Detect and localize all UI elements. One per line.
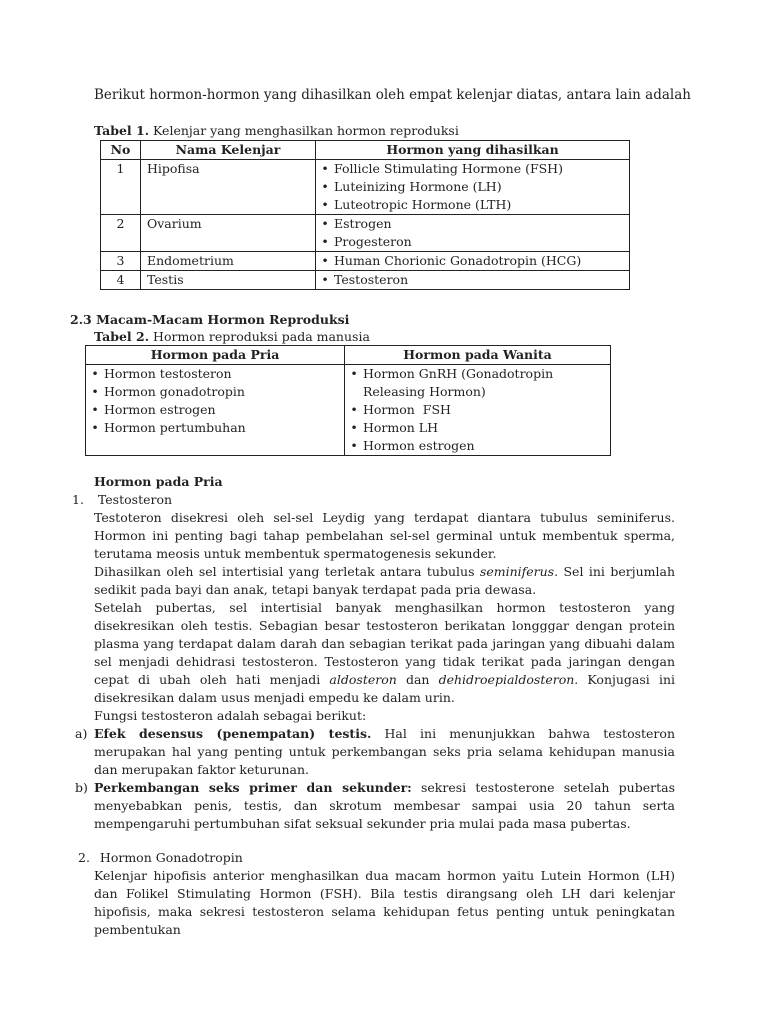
bullet-icon: • xyxy=(91,366,99,381)
table1-header-row xyxy=(101,141,630,160)
table1-cell-gland: Hipofisa xyxy=(141,160,316,215)
function-b-text xyxy=(94,779,675,833)
hormone-name: Hormon gonadotropin xyxy=(104,384,245,399)
list-item xyxy=(345,419,604,437)
list-item xyxy=(86,365,338,383)
list-item xyxy=(316,215,623,233)
section-title: Macam-Macam Hormon Reproduksi xyxy=(96,312,350,327)
list-item xyxy=(316,160,623,178)
hormone-name: Hormon FSH xyxy=(363,402,451,417)
item2-body: Kelenjar hipofisis anterior menghasilkan dua macam hormon yaitu Lutein Hormon (LH) dan Folikel Stimulating Hormon (FSH). Bila testis dirangsang oleh LH dari kelenjar hipofisis, maka sekresi testosteron selama kehidupan fetus penting untuk peningkatan pembentukan xyxy=(94,868,675,937)
text-bold: Perkembangan seks primer dan sekunder: xyxy=(94,780,412,795)
bullet-icon: • xyxy=(91,420,99,435)
hormone-name: Estrogen xyxy=(334,216,392,231)
hormone-name: Human Chorionic Gonadotropin (HCG) xyxy=(334,253,582,268)
table-row xyxy=(101,271,630,290)
hormone-name: Releasing Hormon) xyxy=(363,384,486,399)
text-italic: dehidroepialdosteron. xyxy=(438,672,579,687)
list-item xyxy=(86,419,338,437)
hormone-name: Hormon LH xyxy=(363,420,439,435)
section-heading xyxy=(70,311,349,329)
table-row xyxy=(86,365,611,456)
bullet-icon: • xyxy=(350,420,358,435)
table1-cell-gland: Ovarium xyxy=(141,215,316,252)
hormone-name: Testosteron xyxy=(334,272,409,287)
list-item xyxy=(316,233,623,251)
intro-text: Berikut hormon-hormon yang dihasilkan oleh empat kelenjar diatas, antara lain adalah xyxy=(94,87,691,103)
text-span: . Sel ini berjumlah sedikit pada bayi dan anak, tetapi banyak terdapat pada pria dewasa. xyxy=(94,564,675,597)
bullet-icon: • xyxy=(350,402,358,417)
table1-cell-no: 4 xyxy=(101,271,141,290)
hormone-name: Luteinizing Hormone (LH) xyxy=(334,179,502,194)
hormone-name: Hormon pertumbuhan xyxy=(104,420,246,435)
bullet-icon: • xyxy=(321,161,329,176)
table1-cell-hormones xyxy=(316,252,630,271)
section-number: 2.3 xyxy=(70,312,92,327)
function-a-text xyxy=(94,725,675,779)
list-item xyxy=(316,178,623,196)
table1-header-hormones: Hormon yang dihasilkan xyxy=(316,141,630,160)
hormone-name: Luteotropic Hormone (LTH) xyxy=(334,197,512,212)
bullet-icon: • xyxy=(350,438,358,453)
paragraph: Testoteron disekresi oleh sel-sel Leydig yang terdapat diantara tubulus seminiferus. Hormon ini penting bagi tahap pembelahan sel-sel germinal untuk membentuk sperma, terutama meosis untuk membentuk spermatogenesis sekunder. xyxy=(94,510,675,561)
table2-cell-pria xyxy=(86,365,345,456)
item1-title: Testosteron xyxy=(97,492,173,507)
table2-header-wanita: Hormon pada Wanita xyxy=(345,346,611,365)
bullet-icon: • xyxy=(321,216,329,231)
function-a-label: a) xyxy=(75,726,88,741)
table1-cell-hormones xyxy=(316,215,630,252)
bullet-icon: • xyxy=(91,384,99,399)
bullet-icon: • xyxy=(321,272,329,287)
hormone-name: Progesteron xyxy=(334,234,412,249)
text-span: Setelah pubertas, sel intertisial banyak menghasilkan hormon testosteron yang disekresikan oleh testis. Sebagian besar testosteron berikatan longggar dengan protein plasma yang terdapat dalam darah dan sebagian terikat pada jaringan yang dibuahi dalam sel menjadi dehidrasi testosteron. Testosteron yang tidak terikat pada jaringan dengan cepat di ubah oleh hati menjadi xyxy=(94,600,675,687)
table1-cell-no: 3 xyxy=(101,252,141,271)
text-span: sekresi testosterone setelah pubertas menyebabkan penis, testis, dan skrotum membesar sampai usia 20 tahun serta mempengaruhi pertumbuhan sifat seksual sekunder pria mulai pada masa pubertas. xyxy=(94,780,675,831)
bullet-icon: • xyxy=(321,179,329,194)
list-item xyxy=(316,252,623,270)
table1-caption-label: Tabel 1. xyxy=(94,123,150,138)
subsection-heading: Hormon pada Pria xyxy=(94,474,223,489)
item2-heading xyxy=(78,849,243,867)
text-span: Dihasilkan oleh sel intertisial yang terletak antara tubulus xyxy=(94,564,480,579)
table1-cell-no: 2 xyxy=(101,215,141,252)
item1-body xyxy=(94,509,675,725)
paragraph xyxy=(94,563,675,599)
item2-title: Hormon Gonadotropin xyxy=(99,850,243,865)
text-span: Konjugasi ini disekresikan dalam usus menjadi empedu ke dalam urin. xyxy=(94,672,675,705)
list-item xyxy=(316,196,623,214)
table1-caption-text: Kelenjar yang menghasilkan hormon reproduksi xyxy=(153,123,459,138)
list-item xyxy=(316,271,623,289)
list-item xyxy=(86,383,338,401)
table1 xyxy=(100,140,630,290)
paragraph: Fungsi testosteron adalah sebagai berikut: xyxy=(94,708,367,723)
table2-header-pria: Hormon pada Pria xyxy=(86,346,345,365)
item1-heading xyxy=(72,491,172,509)
text-span: dan xyxy=(396,672,439,687)
bullet-icon: • xyxy=(350,366,358,381)
bullet-icon: • xyxy=(321,234,329,249)
list-item xyxy=(345,365,604,383)
hormone-name: Hormon estrogen xyxy=(363,438,475,453)
table1-header-gland: Nama Kelenjar xyxy=(141,141,316,160)
list-item-continuation xyxy=(345,383,604,401)
table2-caption-label: Tabel 2. xyxy=(94,329,150,344)
text-bold: Efek desensus (penempatan) testis. xyxy=(94,726,372,741)
list-item xyxy=(345,437,604,455)
table2-caption-text: Hormon reproduksi pada manusia xyxy=(153,329,370,344)
table1-cell-hormones xyxy=(316,160,630,215)
hormone-name: Hormon testosteron xyxy=(104,366,232,381)
item1-number: 1. xyxy=(72,492,84,507)
table1-header-no: No xyxy=(101,141,141,160)
text-span: Hal ini menunjukkan bahwa testosteron merupakan hal yang penting untuk perkembangan seks pria selama kehidupan manusia dan merupakan faktor keturunan. xyxy=(94,726,675,777)
list-item xyxy=(86,401,338,419)
text-italic: seminiferus xyxy=(479,564,555,579)
paragraph xyxy=(94,599,675,707)
table1-cell-gland: Endometrium xyxy=(141,252,316,271)
text-italic: aldosteron xyxy=(329,672,397,687)
table-row xyxy=(101,215,630,252)
table1-cell-hormones xyxy=(316,271,630,290)
table-row xyxy=(101,160,630,215)
list-item xyxy=(345,401,604,419)
table2-cell-wanita xyxy=(345,365,611,456)
hormone-name: Follicle Stimulating Hormone (FSH) xyxy=(334,161,563,176)
table1-cell-gland: Testis xyxy=(141,271,316,290)
bullet-icon: • xyxy=(91,402,99,417)
item2-number: 2. xyxy=(78,850,90,865)
table1-caption xyxy=(94,122,459,140)
table2 xyxy=(85,345,611,456)
table-row xyxy=(101,252,630,271)
hormone-name: Hormon GnRH (Gonadotropin xyxy=(363,366,554,381)
table1-cell-no: 1 xyxy=(101,160,141,215)
table2-header-row xyxy=(86,346,611,365)
hormone-name: Hormon estrogen xyxy=(104,402,216,417)
table2-caption xyxy=(94,328,370,346)
bullet-icon: • xyxy=(321,253,329,268)
bullet-icon: • xyxy=(321,197,329,212)
function-b-label: b) xyxy=(75,780,88,795)
